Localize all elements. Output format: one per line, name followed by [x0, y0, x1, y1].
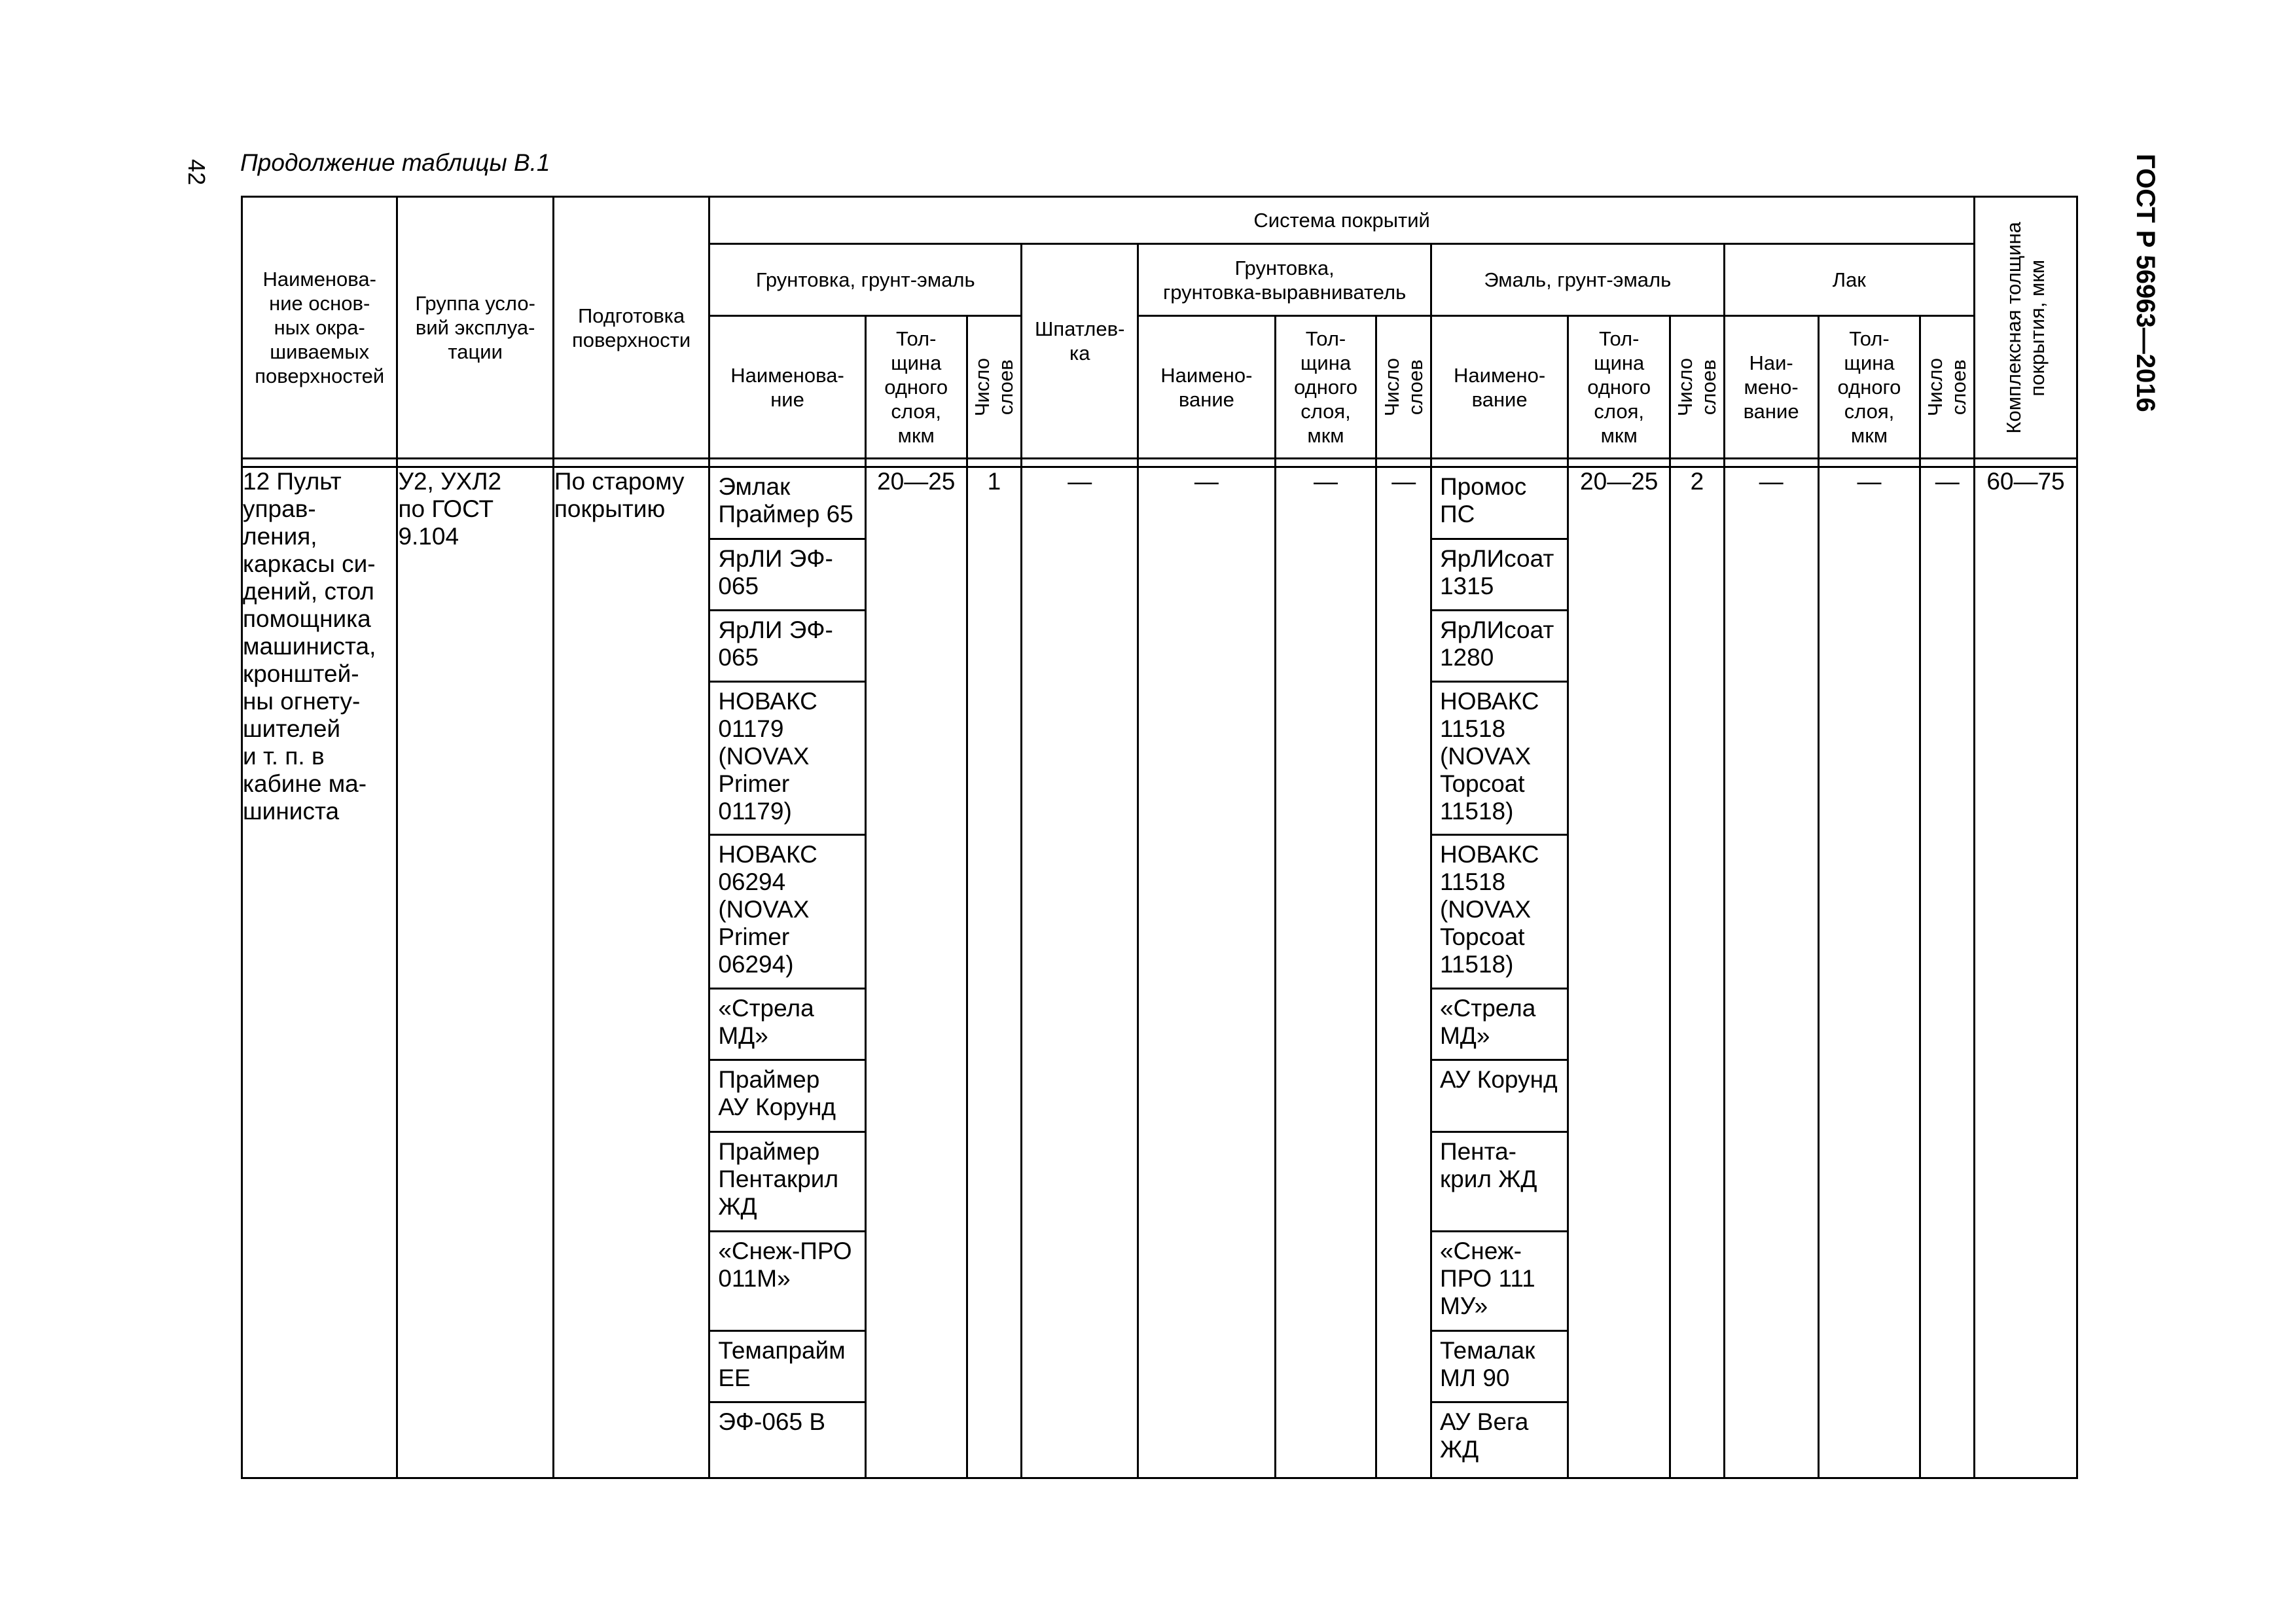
header-leveler-group: Грунтовка, грунтовка-выравниватель: [1138, 244, 1431, 316]
cell-primer-layers: 1: [967, 467, 1022, 1478]
primer-name-item: «Снеж-ПРО 011М»: [710, 1232, 864, 1332]
header-coating-system: Система покрытий: [709, 197, 1975, 244]
primer-name-item: НОВАКС 01179 (NOVAX Primer 01179): [710, 683, 864, 836]
header-enamel-group: Эмаль, грунт-эмаль: [1431, 244, 1724, 316]
primer-list: [710, 468, 864, 1477]
header-operation-group: Группа усло- вий эксплуа- тации: [397, 197, 553, 459]
cell-surface-prep: По старому покрытию: [553, 467, 709, 1478]
enamel-name-item: АУ Корунд: [1432, 1061, 1567, 1133]
cell-enamel-thickness: 20—25: [1568, 467, 1670, 1478]
header-enamel-name: Наимено- вание: [1431, 316, 1568, 459]
cell-lacquer-layers: —: [1920, 467, 1975, 1478]
header-lacquer-group: Лак: [1724, 244, 1974, 316]
header-lacquer-layers: Число слоев: [1920, 316, 1975, 459]
header-leveler-name: Наимено- вание: [1138, 316, 1275, 459]
cell-leveler-name: —: [1138, 467, 1275, 1478]
primer-name-item: НОВАКС 06294 (NOVAX Primer 06294): [710, 836, 864, 990]
cell-lacquer-thickness: —: [1818, 467, 1920, 1478]
enamel-name-item: Пента- крил ЖД: [1432, 1133, 1567, 1232]
enamel-name-item: Темалак МЛ 90: [1432, 1332, 1567, 1403]
primer-name-item: Праймер Пентакрил ЖД: [710, 1133, 864, 1232]
enamel-name-item: Промос ПС: [1432, 468, 1567, 540]
enamel-list: [1432, 468, 1567, 1477]
cell-operation-group: У2, УХЛ2 по ГОСТ 9.104: [397, 467, 553, 1478]
header-leveler-thickness: Тол- щина одного слоя, мкм: [1275, 316, 1376, 459]
primer-name-item: Эмлак Праймер 65: [710, 468, 864, 540]
enamel-name-item: АУ Вега ЖД: [1439, 1408, 1529, 1463]
enamel-name-item: НОВАКС 11518 (NOVAX Topcoat 11518): [1432, 683, 1567, 836]
primer-name-item: Праймер АУ Корунд: [710, 1061, 864, 1133]
header-putty: Шпатлев- ка: [1022, 244, 1138, 459]
enamel-name-item: ЯрЛИсоат 1280: [1432, 611, 1567, 683]
enamel-name-item: ЯрЛИсоат 1315: [1432, 540, 1567, 611]
cell-total-thickness: 60—75: [1974, 467, 2077, 1478]
coating-table: [241, 196, 2078, 1479]
primer-name-item: «Стрела МД»: [710, 990, 864, 1061]
enamel-name-item: НОВАКС 11518 (NOVAX Topcoat 11518): [1432, 836, 1567, 990]
header-total-thickness: Комплексная толщина покрытия, мкм: [1974, 197, 2077, 459]
enamel-name-item: «Снеж- ПРО 111 МУ»: [1432, 1232, 1567, 1332]
cell-primer-thickness: 20—25: [865, 467, 967, 1478]
header-primer-thickness: Тол- щина одного слоя, мкм: [865, 316, 967, 459]
header-lacquer-thickness: Тол- щина одного слоя, мкм: [1818, 316, 1920, 459]
cell-leveler-thickness: —: [1275, 467, 1376, 1478]
cell-leveler-layers: —: [1376, 467, 1431, 1478]
primer-name-item: ЭФ-065 В: [718, 1408, 826, 1435]
header-leveler-layers: Число слоев: [1376, 316, 1431, 459]
cell-lacquer-name: —: [1724, 467, 1818, 1478]
standard-code: ГОСТ Р 56963—2016: [2131, 154, 2160, 412]
header-primer-group: Грунтовка, грунт-эмаль: [709, 244, 1022, 316]
primer-name-item: Темапрайм ЕЕ: [710, 1332, 864, 1403]
primer-name-item: ЯрЛИ ЭФ- 065: [710, 540, 864, 611]
header-primer-name: Наименова- ние: [709, 316, 865, 459]
header-surface-prep: Подготовка поверхности: [553, 197, 709, 459]
header-lacquer-name: Наи- мено- вание: [1724, 316, 1818, 459]
cell-putty: —: [1022, 467, 1138, 1478]
header-divider: [242, 459, 2077, 467]
enamel-name-item: «Стрела МД»: [1432, 990, 1567, 1061]
cell-enamel-names: [1431, 467, 1568, 1478]
cell-surface: 12 Пульт управ- ления, каркасы си- дений, стол помощника машиниста, кронштей- ны огнету- шителей и т. п. в кабине ма- шиниста: [242, 467, 397, 1478]
cell-primer-names: [709, 467, 865, 1478]
table-caption: Продолжение таблицы В.1: [240, 149, 550, 176]
header-enamel-layers: Число слоев: [1670, 316, 1724, 459]
header-surface-name: Наименова- ние основ- ных окра- шиваемых поверхностей: [242, 197, 397, 459]
primer-name-item: ЯрЛИ ЭФ- 065: [710, 611, 864, 683]
header-primer-layers: Число слоев: [967, 316, 1022, 459]
header-enamel-thickness: Тол- щина одного слоя, мкм: [1568, 316, 1670, 459]
cell-enamel-layers: 2: [1670, 467, 1724, 1478]
table-row: [242, 467, 2077, 1478]
page-number: 42: [183, 158, 210, 186]
